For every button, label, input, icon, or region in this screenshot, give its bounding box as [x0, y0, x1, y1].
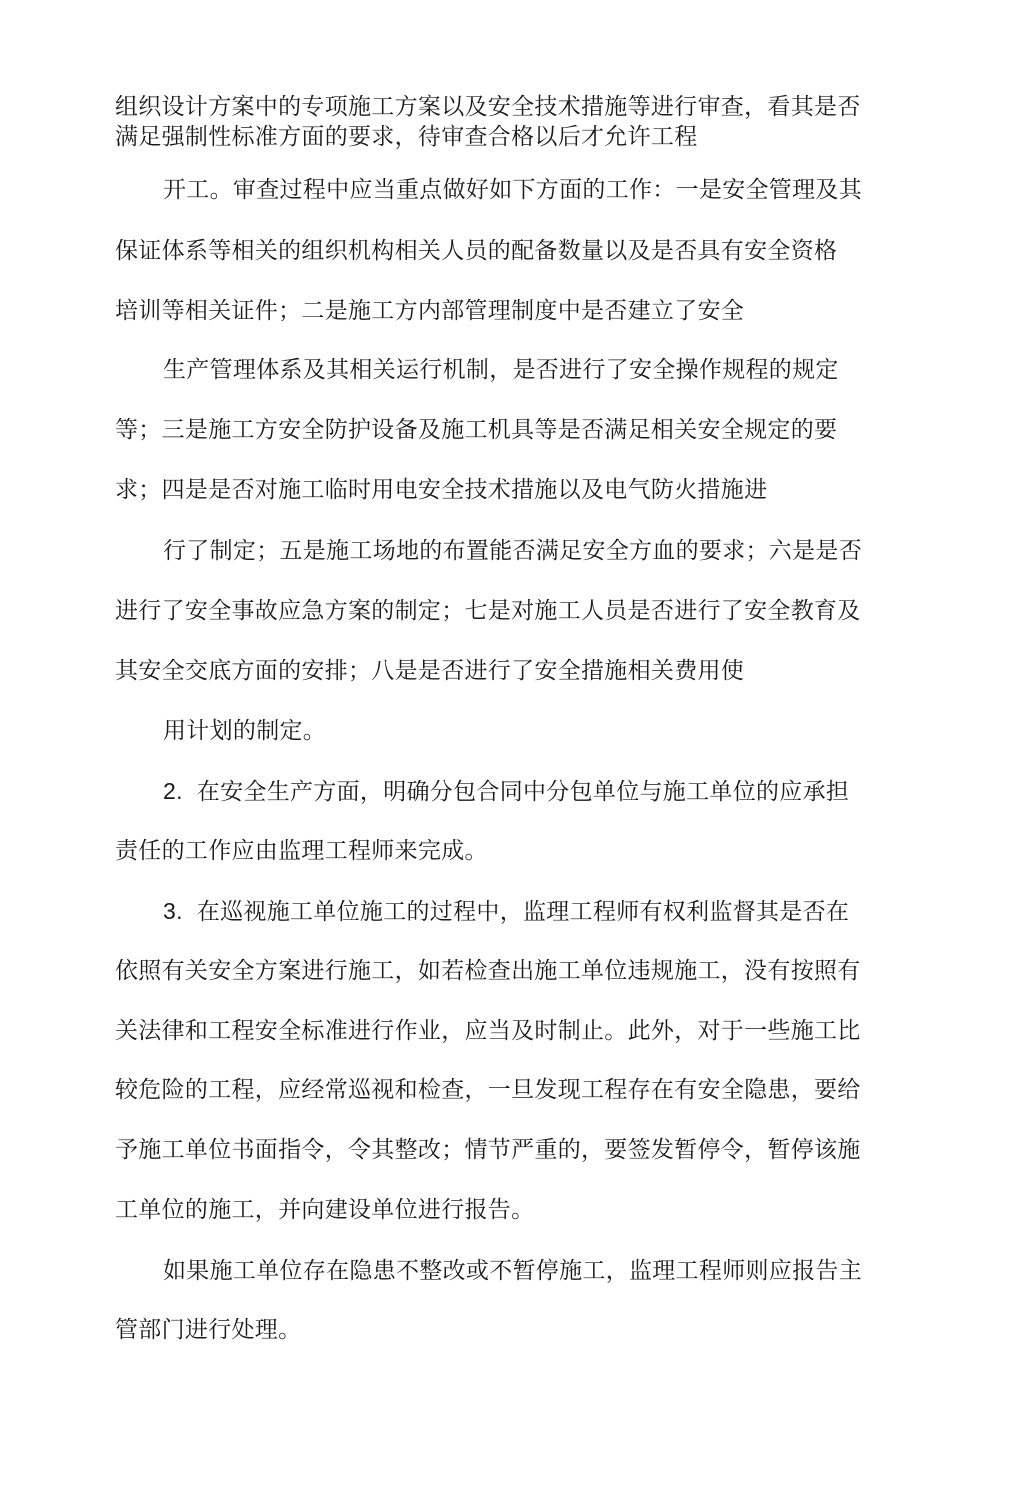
paragraph-line — [163, 355, 839, 385]
line-text: 求；四是是否对施工临时用电安全技术措施以及电气防火措施进 — [115, 477, 768, 503]
paragraph-line — [115, 656, 744, 686]
line-text: 如果施工单位存在隐患不整改或不暂停施工，监理工程师则应报告主 — [163, 1258, 862, 1284]
paragraph-line — [115, 415, 837, 445]
line-text: 保证体系等相关的组织机构相关人员的配备数量以及是否具有安全资格 — [115, 238, 838, 264]
paragraph-line — [115, 836, 488, 866]
numbered-item-2 — [163, 776, 849, 807]
line-text: 较危险的工程，应经常巡视和检查，一旦发现工程存在有安全隐患，要给 — [115, 1077, 861, 1103]
line-text: 工单位的施工，并向建设单位进行报告。 — [115, 1197, 535, 1223]
line-text: 进行了安全事故应急方案的制定；七是对施工人员是否进行了安全教育及 — [115, 598, 861, 624]
paragraph-line — [115, 296, 744, 326]
paragraph-line — [163, 175, 862, 205]
paragraph-line — [115, 236, 837, 266]
line-text: 管部门进行处理。 — [115, 1317, 302, 1343]
line-text: 组织设计方案中的专项施工方案以及安全技术措施等进行审查，看其是否 — [115, 94, 861, 120]
paragraph-line — [163, 716, 326, 746]
paragraph-line — [163, 1256, 862, 1286]
paragraph-line — [115, 475, 767, 505]
line-text: 责任的工作应由监理工程师来完成。 — [115, 838, 488, 864]
numbered-item-3 — [163, 896, 849, 927]
item-number: 3. — [163, 898, 183, 924]
paragraph-line — [115, 92, 861, 122]
line-text: 用计划的制定。 — [163, 718, 327, 744]
paragraph-line — [115, 1075, 861, 1105]
paragraph-line — [115, 1195, 534, 1225]
line-text: 关法律和工程安全标准进行作业，应当及时制止。此外，对于一些施工比 — [115, 1018, 861, 1044]
line-text: 培训等相关证件；二是施工方内部管理制度中是否建立了安全 — [115, 298, 745, 324]
line-text: 行了制定；五是施工场地的布置能否满足安全方血的要求；六是是否 — [163, 538, 862, 564]
paragraph-line — [115, 122, 698, 152]
line-text: 予施工单位书面指令，令其整改；情节严重的，要签发暂停令，暂停该施 — [115, 1137, 861, 1163]
line-text: 在安全生产方面，明确分包合同中分包单位与施工单位的应承担 — [196, 779, 850, 805]
paragraph-line — [115, 1016, 861, 1046]
paragraph-line — [115, 1135, 861, 1165]
line-text: 满足强制性标准方面的要求，待审查合格以后才允许工程 — [115, 124, 698, 150]
line-text: 等；三是施工方安全防护设备及施工机具等是否满足相关安全规定的要 — [115, 417, 838, 443]
line-text: 依照有关安全方案进行施工，如若检查出施工单位违规施工，没有按照有 — [115, 958, 861, 984]
line-text: 在巡视施工单位施工的过程中，监理工程师有权利监督其是否在 — [196, 899, 850, 925]
item-number: 2. — [163, 778, 183, 804]
line-text: 开工。审查过程中应当重点做好如下方面的工作：一是安全管理及其 — [163, 177, 862, 203]
paragraph-line — [115, 1315, 301, 1345]
paragraph-line — [115, 596, 861, 626]
paragraph-line — [115, 956, 861, 986]
line-text: 其安全交底方面的安排；八是是否进行了安全措施相关费用使 — [115, 658, 745, 684]
paragraph-line — [163, 536, 862, 566]
line-text: 生产管理体系及其相关运行机制，是否进行了安全操作规程的规定 — [163, 357, 839, 383]
